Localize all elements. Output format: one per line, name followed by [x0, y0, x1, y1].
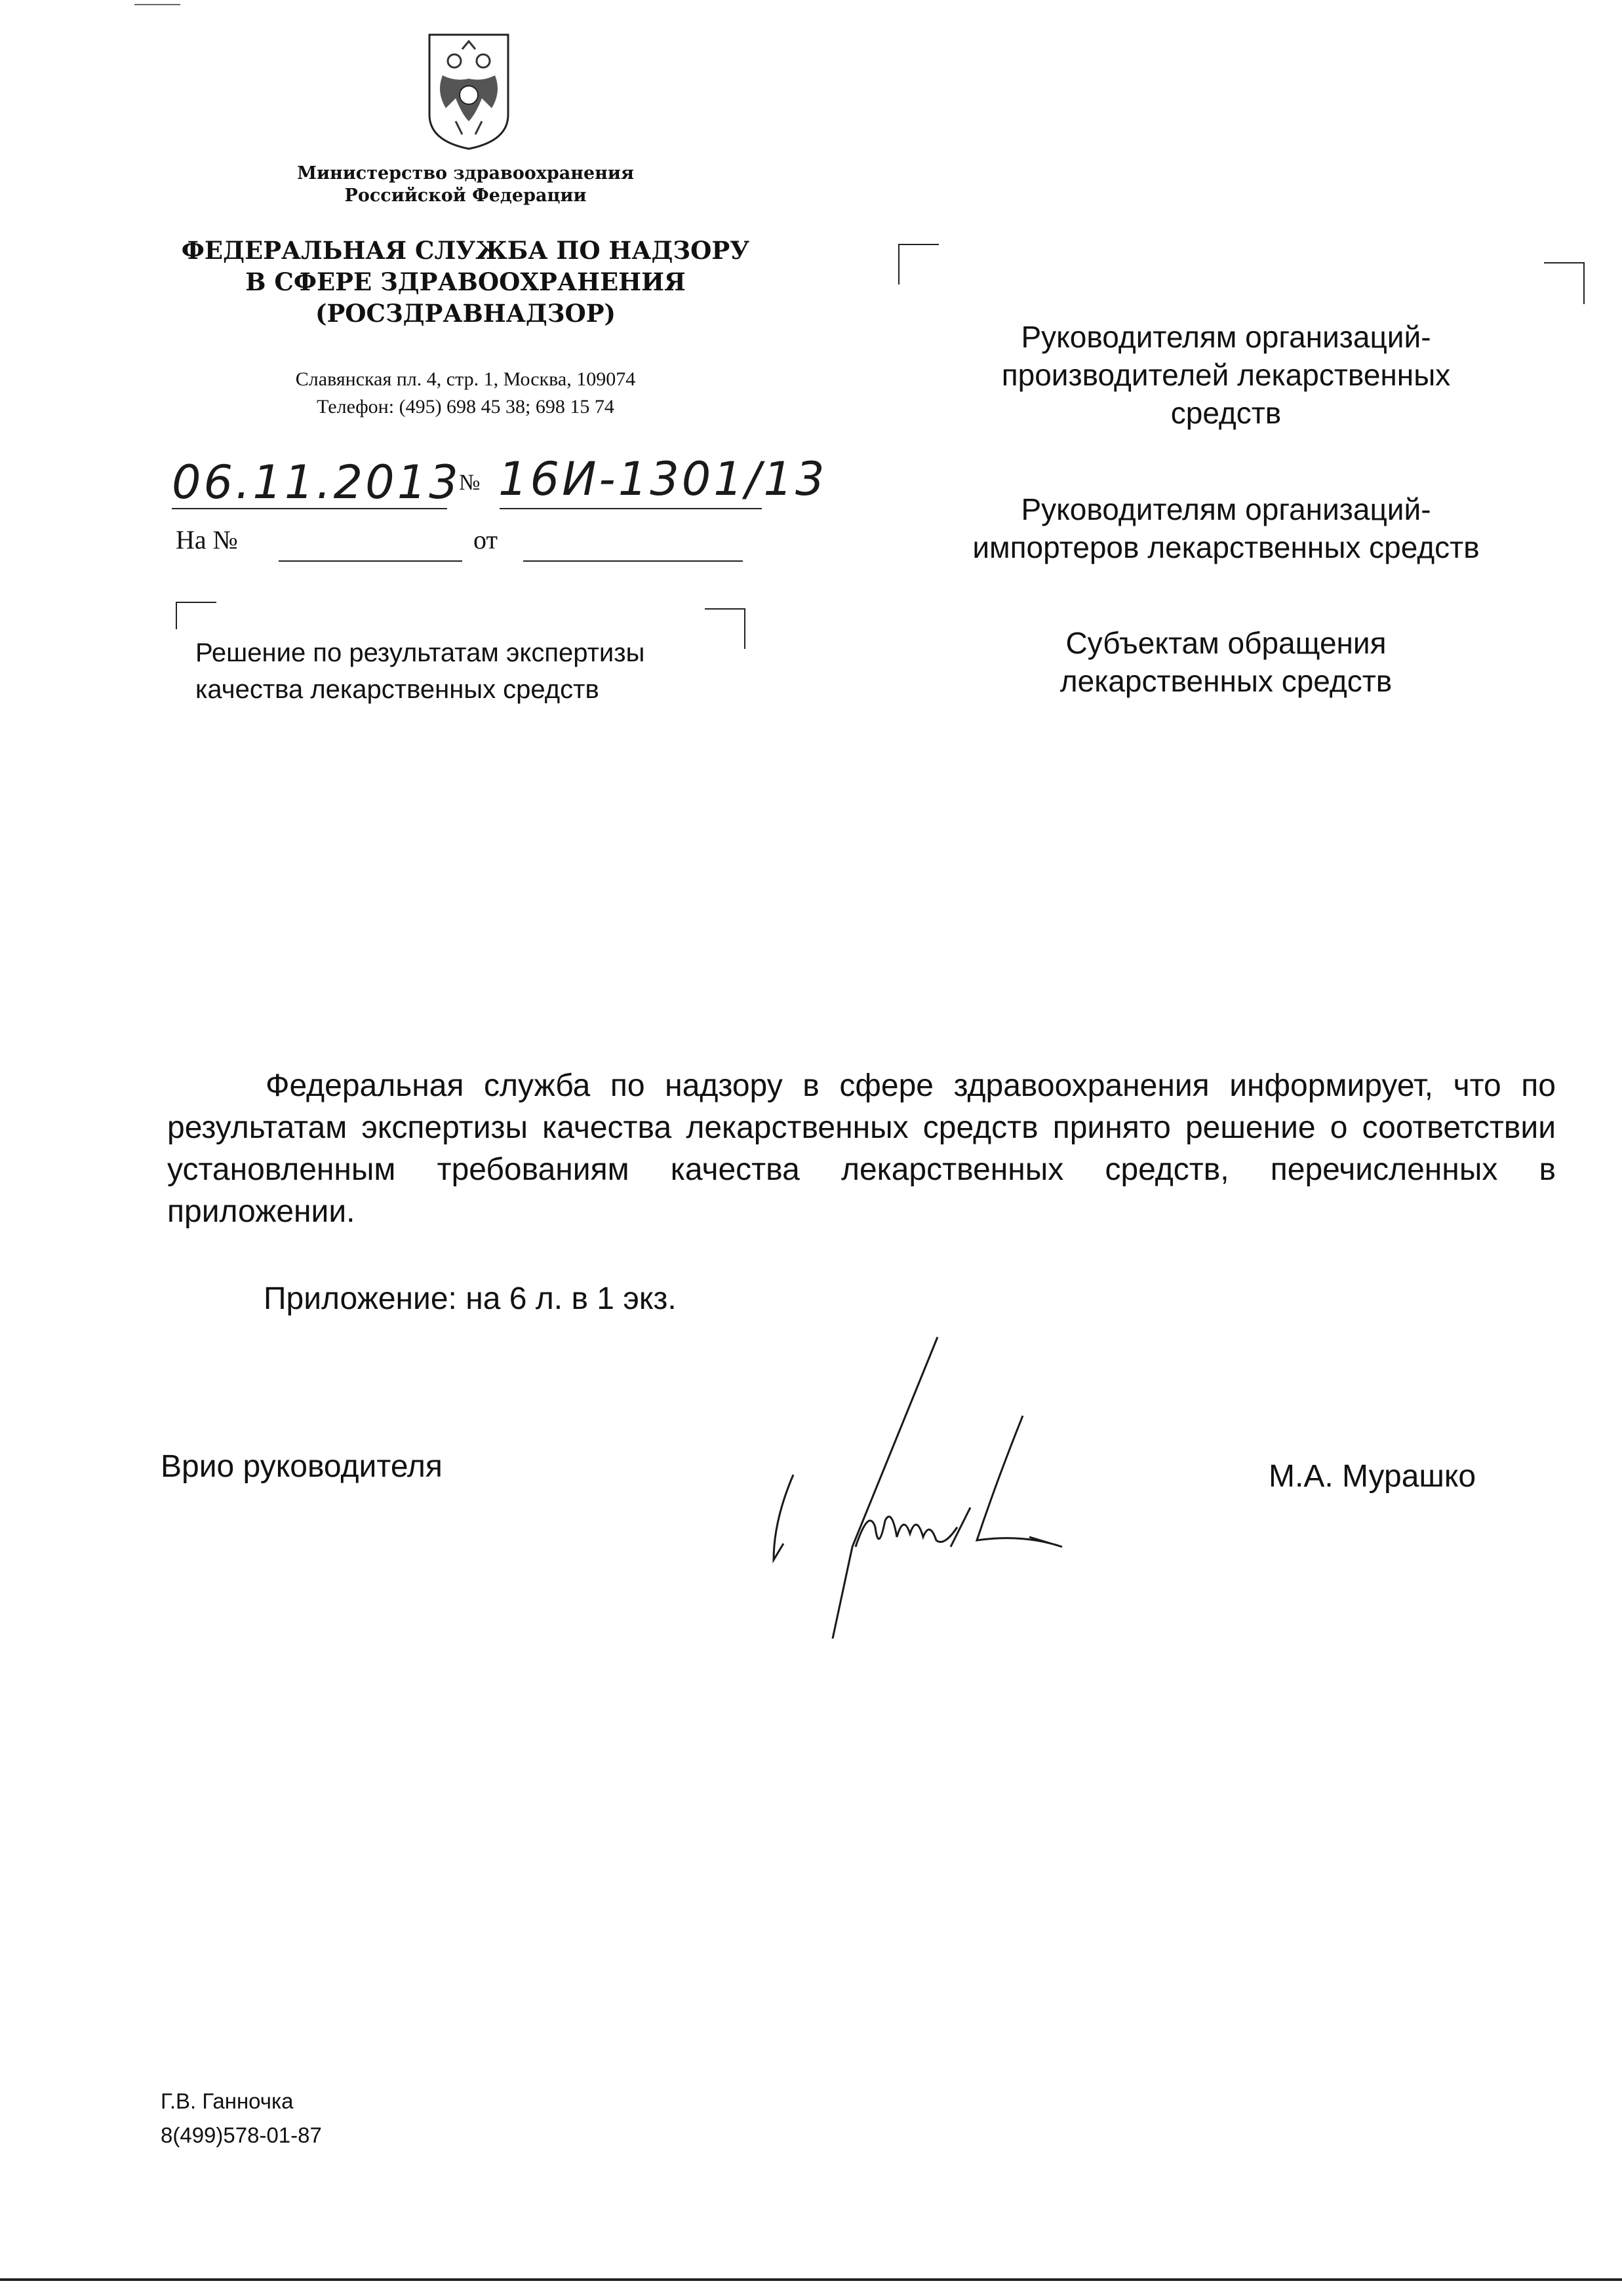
executor-name: Г.В. Ганночка — [161, 2089, 294, 2113]
subject — [195, 634, 785, 708]
service-line-1: ФЕДЕРАЛЬНАЯ СЛУЖБА ПО НАДЗОРУ — [181, 236, 750, 265]
ministry-line-2: Российской Федерации — [344, 185, 587, 206]
body-paragraph: Федеральная служба по надзору в сфере здравоохранения информирует, что по результатам экспертизы качества лекарственных средств принято решение о соответствии установленным требованиям качества лекарственных средств, перечисленных в приложении. — [167, 1068, 1556, 1229]
double-headed-eagle-icon — [416, 29, 521, 154]
addressee-3-line-1: Субъектам обращения — [1065, 626, 1387, 660]
address-block — [197, 366, 734, 421]
addressee-importers — [911, 490, 1541, 566]
registration-date: 06.11.2013 — [172, 456, 461, 509]
addressee-3-line-2: лекарственных средств — [1059, 664, 1393, 698]
phone: Телефон: (495) 698 45 38; 698 15 74 — [317, 396, 614, 418]
registration-number: 16И-1301/13 — [498, 452, 827, 506]
addressee-bracket-right — [1544, 262, 1585, 304]
number-underline — [500, 508, 762, 509]
addressee-manufacturers — [911, 318, 1541, 432]
appendix-note: Приложение: на 6 л. в 1 экз. — [264, 1281, 677, 1316]
executor-contact — [161, 2084, 322, 2152]
number-label: № — [459, 471, 481, 495]
addressee-1-line-3: средств — [1170, 396, 1282, 430]
subject-line-2: качества лекарственных средств — [195, 675, 599, 704]
address: Славянская пл. 4, стр. 1, Москва, 109074 — [295, 368, 636, 390]
subject-bracket-left — [176, 602, 216, 629]
coat-of-arms-emblem — [416, 29, 521, 154]
service-line-2: В СФЕРЕ ЗДРАВООХРАНЕНИЯ — [245, 267, 686, 296]
page-bottom-edge — [0, 2278, 1622, 2281]
reply-to-label: На № — [176, 525, 238, 555]
signer-name: М.А. Мурашко — [1269, 1459, 1476, 1494]
addressee-circulation-subjects — [911, 624, 1541, 700]
ministry-name — [197, 163, 734, 207]
service-line-3: (РОСЗДРАВНАДЗОР) — [315, 299, 616, 328]
from-label: от — [473, 525, 498, 555]
signer-title: Врио руководителя — [161, 1449, 443, 1484]
executor-phone: 8(499)578-01-87 — [161, 2123, 322, 2147]
reply-date-field — [523, 560, 743, 562]
addressee-1-line-2: производителей лекарственных — [1001, 358, 1451, 392]
reply-number-field — [279, 560, 462, 562]
date-underline — [172, 508, 447, 509]
service-name — [151, 235, 780, 329]
addressee-1-line-1: Руководителям организаций- — [1021, 320, 1431, 354]
ministry-line-1: Министерство здравоохранения — [297, 163, 634, 184]
addressee-bracket-left — [898, 244, 939, 284]
scan-mark — [134, 4, 180, 5]
addressee-2-line-1: Руководителям организаций- — [1021, 492, 1431, 526]
subject-line-1: Решение по результатам экспертизы — [195, 638, 645, 667]
addressee-2-line-2: импортеров лекарственных средств — [972, 530, 1480, 564]
handwritten-signature — [747, 1311, 1115, 1639]
